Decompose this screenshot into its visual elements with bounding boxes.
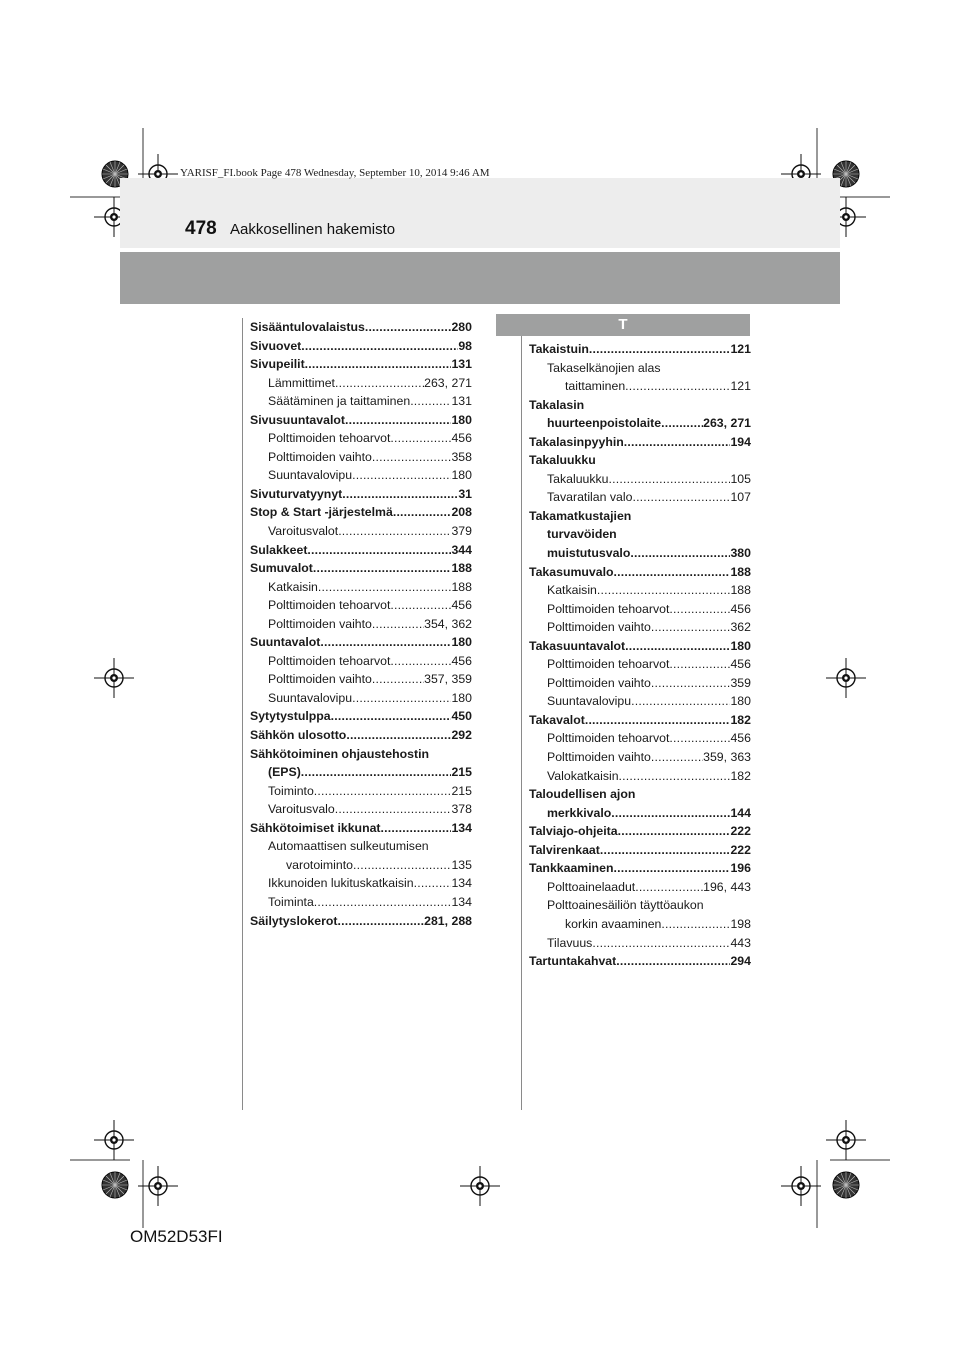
- dot-leader: [614, 563, 731, 582]
- entry-term: Säätäminen ja taittaminen: [268, 394, 411, 409]
- entry-term: Takalasin: [529, 397, 585, 412]
- entry-page: 344: [451, 542, 472, 557]
- index-subentry: [250, 596, 472, 615]
- entry-page: 182: [730, 768, 751, 783]
- dot-leader: [390, 429, 451, 448]
- index-entry: [250, 633, 472, 652]
- entry-page: 98: [458, 338, 472, 353]
- dot-leader: [314, 893, 452, 912]
- dot-leader: [589, 340, 731, 359]
- entry-page: 188: [730, 583, 751, 598]
- entry-page: 198: [730, 916, 751, 931]
- entry-term: Takaselkänojien alas: [547, 360, 661, 375]
- index-subentry: [250, 392, 472, 411]
- entry-page: 196, 443: [703, 879, 751, 894]
- index-entry: [250, 355, 472, 374]
- entry-term: Takaluukku: [529, 453, 596, 468]
- index-column-left: [250, 318, 472, 930]
- entry-page: 292: [451, 728, 472, 743]
- index-subentry: [529, 470, 751, 489]
- entry-term: Polttoainelaadut: [547, 879, 636, 894]
- entry-term: Polttimoiden vaihto: [547, 675, 651, 690]
- index-entry: [250, 763, 472, 782]
- dot-leader: [619, 767, 731, 786]
- entry-page: 215: [451, 765, 472, 780]
- index-subentry: [250, 429, 472, 448]
- index-subentry: [529, 915, 751, 934]
- index-entry: [250, 912, 472, 931]
- dot-leader: [585, 711, 731, 730]
- index-entry: [250, 411, 472, 430]
- dot-leader: [616, 952, 730, 971]
- header-gray-bar: [120, 252, 840, 304]
- index-entry: [250, 745, 472, 764]
- entry-term: Varoitusvalot: [268, 524, 339, 539]
- index-subentry: [529, 748, 751, 767]
- index-subentry: [529, 581, 751, 600]
- index-entry: [529, 396, 751, 415]
- index-subentry: [250, 893, 472, 912]
- index-entry: [529, 637, 751, 656]
- entry-page: 134: [451, 894, 472, 909]
- dot-leader: [632, 488, 730, 507]
- entry-term: Sivusuuntavalot: [250, 412, 345, 427]
- dot-leader: [307, 541, 451, 560]
- index-subentry: [529, 767, 751, 786]
- entry-page: 215: [451, 783, 472, 798]
- entry-term: Tavaratilan valo: [547, 490, 633, 505]
- entry-term: Polttimoiden vaihto: [268, 449, 372, 464]
- entry-term: Sivupeilit: [250, 357, 305, 372]
- dot-leader: [669, 729, 730, 748]
- document-code: OM52D53FI: [130, 1227, 223, 1246]
- dot-leader: [365, 318, 452, 337]
- entry-page: 358: [451, 449, 472, 464]
- index-subentry: [250, 782, 472, 801]
- entry-page: 354, 362: [424, 616, 472, 631]
- entry-page: 180: [730, 638, 751, 653]
- entry-term: Sisääntulovalaistus: [250, 320, 365, 334]
- entry-term: Polttimoiden tehoarvot: [547, 657, 670, 672]
- index-subentry: [529, 488, 751, 507]
- dot-leader: [611, 804, 730, 823]
- index-subentry: [250, 466, 472, 485]
- entry-term: Sumuvalot: [250, 561, 313, 576]
- dot-leader: [301, 763, 452, 782]
- entry-term: Taloudellisen ajon: [529, 787, 636, 802]
- index-subentry: [529, 896, 751, 915]
- index-entry: [529, 563, 751, 582]
- dot-leader: [352, 466, 451, 485]
- entry-page: 359: [730, 675, 751, 690]
- entry-page: 456: [730, 657, 751, 672]
- entry-term: Stop & Start -järjestelmä: [250, 505, 393, 520]
- entry-page: 180: [451, 635, 472, 650]
- dot-leader: [669, 600, 730, 619]
- index-entry: [529, 859, 751, 878]
- entry-term: Sähkötoimiset ikkunat: [250, 820, 381, 835]
- dot-leader: [592, 934, 730, 953]
- entry-term: Sivuturvatyynyt: [250, 486, 343, 501]
- entry-page: 456: [451, 431, 472, 446]
- entry-page: 135: [451, 857, 472, 872]
- index-subentry: [250, 874, 472, 893]
- dot-leader: [313, 559, 452, 578]
- entry-term: turvavöiden: [547, 527, 617, 542]
- index-entry: [250, 337, 472, 356]
- index-subentry: [529, 600, 751, 619]
- entry-page: 263, 271: [424, 375, 472, 390]
- entry-page: 121: [730, 342, 751, 356]
- entry-term: Ikkunoiden lukituskatkaisin: [268, 876, 414, 891]
- dot-leader: [630, 544, 730, 563]
- dot-leader: [614, 859, 731, 878]
- entry-page: 180: [451, 690, 472, 705]
- entry-term: Sulakkeet: [250, 542, 308, 557]
- dot-leader: [600, 841, 731, 860]
- entry-page: 180: [451, 468, 472, 483]
- index-subentry: [250, 374, 472, 393]
- dot-leader: [390, 596, 451, 615]
- index-entry: [529, 525, 751, 544]
- entry-page: 188: [730, 564, 751, 579]
- entry-term: Sähkön ulosotto: [250, 728, 347, 743]
- entry-term: Lämmittimet: [268, 375, 335, 390]
- entry-term: Polttimoiden tehoarvot: [268, 598, 391, 613]
- entry-page: 359, 363: [703, 750, 751, 765]
- entry-page: 263, 271: [703, 416, 751, 431]
- entry-term: Varoitusvalo: [268, 802, 335, 817]
- book-stamp: YARISF_FI.book Page 478 Wednesday, September 10, 2014 9:46 AM: [180, 167, 490, 179]
- entry-term: Takaluukku: [547, 471, 609, 486]
- entry-page: 121: [730, 379, 751, 394]
- entry-page: 379: [451, 524, 472, 539]
- index-entry: [250, 707, 472, 726]
- dot-leader: [410, 392, 451, 411]
- entry-term: Takaistuin: [529, 342, 589, 356]
- entry-page: 134: [451, 820, 472, 835]
- entry-page: 180: [730, 694, 751, 709]
- dot-leader: [345, 411, 451, 430]
- index-subentry: [529, 655, 751, 674]
- dot-leader: [342, 485, 458, 504]
- dot-leader: [661, 915, 730, 934]
- entry-term: Säilytyslokerot: [250, 913, 338, 928]
- page-number: 478: [185, 218, 217, 239]
- entry-page: 456: [730, 731, 751, 746]
- entry-term: Takasuuntavalot: [529, 638, 626, 653]
- entry-page: 357, 359: [424, 672, 472, 687]
- dot-leader: [618, 822, 731, 841]
- dot-leader: [335, 374, 424, 393]
- entry-term: Tilavuus: [547, 935, 593, 950]
- entry-term: Suuntavalovipu: [268, 690, 353, 705]
- entry-term: Tartuntakahvat: [529, 954, 617, 969]
- entry-term: Takasumuvalo: [529, 564, 614, 579]
- index-subentry: [529, 934, 751, 953]
- dot-leader: [393, 503, 452, 522]
- dot-leader: [625, 637, 730, 656]
- entry-term: Takalasinpyyhin: [529, 434, 624, 449]
- dot-leader: [625, 377, 730, 396]
- entry-term: Sytytystulppa: [250, 709, 331, 724]
- entry-term: Polttimoiden tehoarvot: [268, 653, 391, 668]
- entry-page: 180: [451, 412, 472, 427]
- entry-page: 188: [451, 561, 472, 576]
- index-entry: [529, 507, 751, 526]
- index-subentry: [250, 856, 472, 875]
- column-divider-middle: [521, 318, 522, 1110]
- entry-term: merkkivalo: [547, 805, 612, 820]
- entry-page: 362: [730, 620, 751, 635]
- header-band: [120, 178, 840, 248]
- entry-page: 443: [730, 935, 751, 950]
- index-subentry: [250, 670, 472, 689]
- dot-leader: [372, 670, 424, 689]
- dot-leader: [352, 689, 451, 708]
- index-subentry: [250, 615, 472, 634]
- dot-leader: [661, 414, 703, 433]
- entry-page: 31: [458, 486, 472, 501]
- entry-term: taittaminen: [565, 379, 626, 394]
- entry-term: Polttimoiden vaihto: [268, 672, 372, 687]
- dot-leader: [651, 674, 731, 693]
- entry-term: Valokatkaisin: [547, 768, 619, 783]
- entry-term: huurteenpoistolaite: [547, 416, 662, 431]
- dot-leader: [338, 522, 451, 541]
- entry-page: 456: [451, 653, 472, 668]
- entry-term: Takavalot: [529, 712, 585, 727]
- index-subentry: [529, 674, 751, 693]
- entry-term: Suuntavalot: [250, 635, 321, 650]
- dot-leader: [651, 618, 731, 637]
- index-entry: [529, 340, 751, 359]
- entry-term: Polttimoiden vaihto: [547, 620, 651, 635]
- entry-page: 450: [451, 709, 472, 724]
- index-subentry: [529, 729, 751, 748]
- entry-term: Polttimoiden tehoarvot: [547, 601, 670, 616]
- entry-term: Talvirenkaat: [529, 842, 600, 857]
- entry-page: 281, 288: [424, 913, 472, 928]
- column-divider-left: [242, 318, 243, 1110]
- entry-term: Talviajo-ohjeita: [529, 824, 618, 839]
- entry-term: Toiminto: [268, 783, 314, 798]
- entry-page: 222: [730, 842, 751, 857]
- dot-leader: [624, 433, 731, 452]
- entry-page: 380: [730, 546, 751, 561]
- entry-term: Polttimoiden vaihto: [268, 616, 372, 631]
- entry-page: 131: [451, 394, 472, 409]
- entry-page: 378: [451, 802, 472, 817]
- index-subentry: [250, 652, 472, 671]
- entry-page: 280: [451, 320, 472, 334]
- index-entry: [529, 822, 751, 841]
- dot-leader: [390, 652, 451, 671]
- index-entry: [250, 726, 472, 745]
- entry-page: 196: [730, 861, 751, 876]
- entry-page: 456: [730, 601, 751, 616]
- entry-term: korkin avaaminen: [565, 916, 662, 931]
- entry-page: 294: [730, 954, 751, 969]
- index-subentry: [250, 448, 472, 467]
- index-subentry: [529, 359, 751, 378]
- section-letter-bar: T: [496, 314, 750, 336]
- entry-page: 208: [451, 505, 472, 520]
- index-entry: [250, 485, 472, 504]
- index-subentry: [250, 522, 472, 541]
- dot-leader: [597, 581, 731, 600]
- dot-leader: [609, 470, 731, 489]
- dot-leader: [372, 615, 424, 634]
- entry-term: Takamatkustajien: [529, 508, 632, 523]
- dot-leader: [337, 912, 424, 931]
- index-entry: [529, 804, 751, 823]
- entry-term: (EPS): [268, 765, 301, 780]
- entry-term: Katkaisin: [268, 579, 318, 594]
- entry-term: Polttimoiden vaihto: [547, 750, 651, 765]
- entry-term: Katkaisin: [547, 583, 597, 598]
- entry-page: 144: [730, 805, 751, 820]
- dot-leader: [305, 355, 452, 374]
- dot-leader: [651, 748, 703, 767]
- index-entry: [250, 819, 472, 838]
- index-entry: [250, 559, 472, 578]
- entry-term: Automaattisen sulkeutumisen: [268, 839, 429, 854]
- entry-page: 456: [451, 598, 472, 613]
- entry-term: Polttimoiden tehoarvot: [547, 731, 670, 746]
- index-entry: [529, 544, 751, 563]
- index-subentry: [250, 689, 472, 708]
- dot-leader: [335, 800, 452, 819]
- index-entry: [250, 541, 472, 560]
- index-subentry: [529, 377, 751, 396]
- index-entry: [529, 414, 751, 433]
- entry-term: varotoiminto: [286, 857, 353, 872]
- entry-term: Sähkötoiminen ohjaustehostin: [250, 746, 430, 761]
- entry-page: 188: [451, 579, 472, 594]
- entry-term: muistutusvalo: [547, 546, 631, 561]
- index-entry: [250, 318, 472, 337]
- entry-term: Toiminta: [268, 894, 314, 909]
- dot-leader: [414, 874, 452, 893]
- entry-term: Polttimoiden tehoarvot: [268, 431, 391, 446]
- entry-term: Suuntavalovipu: [268, 468, 353, 483]
- entry-page: 134: [451, 876, 472, 891]
- index-column-right: [529, 340, 751, 971]
- entry-page: 194: [730, 434, 751, 449]
- dot-leader: [346, 726, 451, 745]
- index-subentry: [250, 578, 472, 597]
- index-entry: [529, 785, 751, 804]
- dot-leader: [320, 633, 451, 652]
- entry-page: 222: [730, 824, 751, 839]
- entry-term: Tankkaaminen: [529, 861, 614, 876]
- index-entry: [529, 711, 751, 730]
- dot-leader: [381, 819, 452, 838]
- index-entry: [529, 451, 751, 470]
- dot-leader: [301, 337, 458, 356]
- index-entry: [250, 503, 472, 522]
- dot-leader: [318, 578, 452, 597]
- entry-page: 182: [730, 712, 751, 727]
- index-entry: [529, 841, 751, 860]
- page-title: Aakkosellinen hakemisto: [230, 221, 396, 238]
- dot-leader: [331, 707, 452, 726]
- dot-leader: [631, 692, 730, 711]
- index-entry: [529, 433, 751, 452]
- entry-page: 107: [730, 490, 751, 505]
- dot-leader: [669, 655, 730, 674]
- entry-term: Sivuovet: [250, 338, 302, 353]
- index-subentry: [250, 800, 472, 819]
- entry-page: 131: [451, 357, 472, 372]
- index-entry: [529, 952, 751, 971]
- entry-page: 105: [730, 471, 751, 486]
- entry-term: Suuntavalovipu: [547, 694, 632, 709]
- dot-leader: [314, 782, 452, 801]
- dot-leader: [353, 856, 451, 875]
- index-subentry: [529, 618, 751, 637]
- entry-term: Polttoainesäiliön täyttöaukon: [547, 898, 704, 913]
- dot-leader: [635, 878, 703, 897]
- index-subentry: [529, 878, 751, 897]
- dot-leader: [372, 448, 452, 467]
- index-subentry: [250, 837, 472, 856]
- index-subentry: [529, 692, 751, 711]
